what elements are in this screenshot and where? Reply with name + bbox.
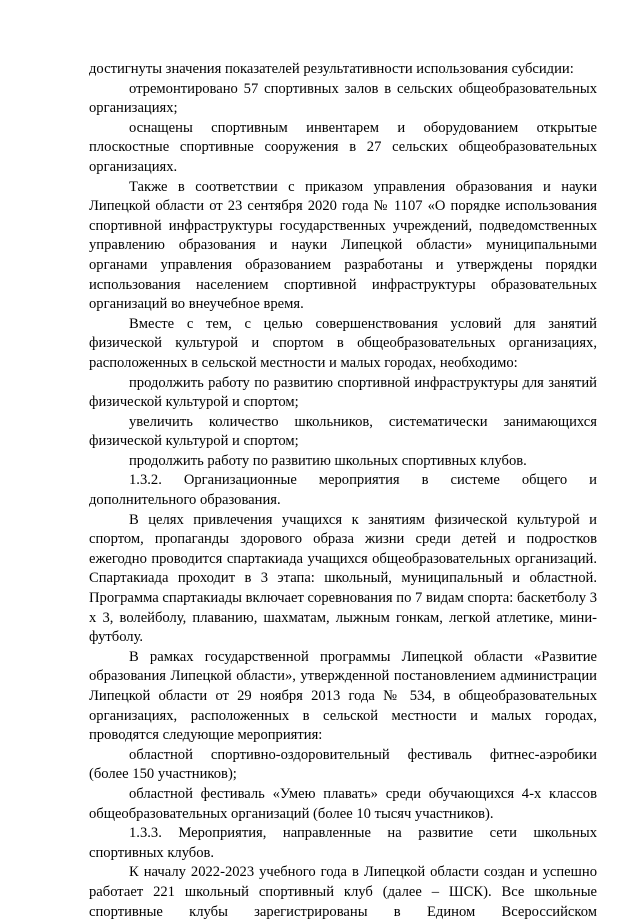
- paragraph-sports-clubs: продолжить работу по развитию школьных спортивных клубов.: [129, 452, 527, 469]
- paragraph-gyms-repaired: отремонтировано 57 спортивных залов в сельских общеобразовательных организациях;: [89, 80, 597, 117]
- paragraph-aerobics-festival: областной спортивно-оздоровительный фестиваль фитнес-аэробики (более 150 участников);: [89, 746, 597, 783]
- paragraph-club-count: К началу 2022-2023 учебного года в Липецкой области создан и успешно работает 221 школьный спортивный клуб (далее – ШСК). Все школьные спортивные клубы зарегистрированы в Едином Всероссийском: [89, 864, 597, 920]
- paragraph-spartakiad: В целях привлечения учащихся к занятиям физической культурой и спортом, пропаганды здорового образа жизни среди детей и подростков ежегодно проводится спартакиада учащихся общеобразовательных организаций. Спартакиада проходит в 3 этапа: школьный, муниципальный и областной. Программа спартакиады включает соревнования по 7 видам спорта: баскетболу 3 х 3, волейболу, плаванию, шахматам, лыжным гонкам, легкой атлетике, мини-футболу.: [89, 511, 597, 646]
- paragraph-state-program: В рамках государственной программы Липецкой области «Развитие образования Липецкой области», утвержденной постановлением администрации Липецкой области от 29 ноября 2013 года № 534, в общеобразовательных организациях, расположенных в сельской местности и малых городах, проводятся следующие мероприятия:: [89, 648, 597, 744]
- section-heading-1-3-3: 1.3.3. Мероприятия, направленные на развитие сети школьных спортивных клубов.: [89, 825, 597, 861]
- paragraph-swimming-festival: областной фестиваль «Умею плавать» среди обучающихся 4-х классов общеобразовательных организаций (более 10 тысяч участников).: [89, 785, 597, 822]
- paragraph-improvement-needed: Вместе с тем, с целью совершенствования условий для занятий физической культурой и спортом в общеобразовательных организациях, расположенных в сельской местности и малых городах, необходимо:: [89, 315, 597, 371]
- paragraph-increase-students: увеличить количество школьников, систематически занимающихся физической культурой и спортом;: [89, 413, 597, 450]
- document-page: [89, 60, 597, 922]
- paragraph-subsidy-results: достигнуты значения показателей результативности использования субсидии:: [89, 61, 574, 77]
- paragraph-infrastructure: продолжить работу по развитию спортивной инфраструктуры для занятий физической культурой и спортом;: [89, 374, 597, 411]
- paragraph-order-1107: Также в соответствии с приказом управления образования и науки Липецкой области от 23 сентября 2020 года № 1107 «О порядке использования спортивной инфраструктуры государственных учреждений, подведомственных управлению образования и науки Липецкой области» муниципальными органами управления образованием разработаны и утверждены порядки использования населением спортивной инфраструктуры образовательных организаций во внеучебное время.: [89, 178, 597, 313]
- paragraph-equipment: оснащены спортивным инвентарем и оборудованием открытые плоскостные спортивные сооружения в 27 сельских общеобразовательных организациях.: [89, 119, 597, 175]
- section-heading-1-3-2: 1.3.2. Организационные мероприятия в системе общего и дополнительного образования.: [89, 472, 597, 509]
